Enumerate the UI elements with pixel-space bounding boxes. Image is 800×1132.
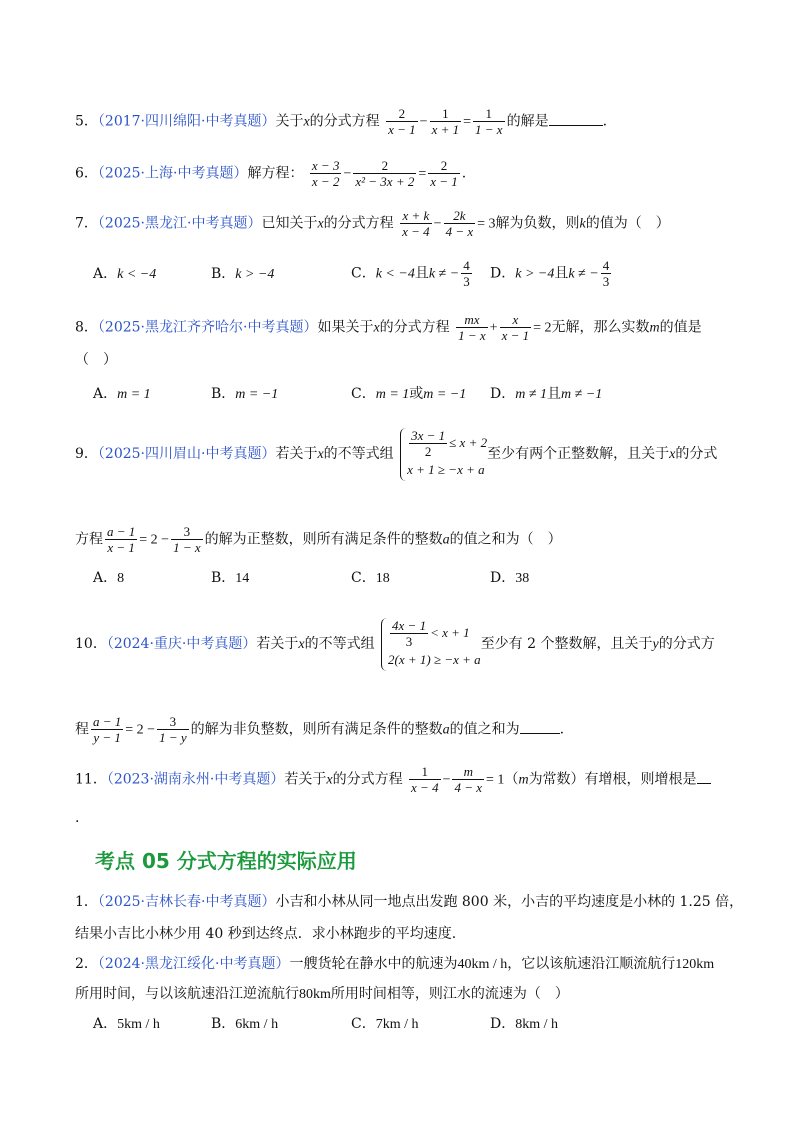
question-text: 的不等式组 xyxy=(304,636,375,652)
math-op: = 3 xyxy=(477,216,496,232)
math-op: = 2 − xyxy=(139,532,170,548)
question-text: 的值之和为 xyxy=(449,721,520,738)
question-8-paren: （ ） xyxy=(75,352,117,368)
question-number: 1． xyxy=(75,894,98,910)
question-text: 关于 xyxy=(275,113,304,130)
question-source: （2024·黑龙江绥化·中考真题） xyxy=(97,956,290,972)
question-source: （2025·黑龙江齐齐哈尔·中考真题） xyxy=(97,319,318,336)
answer-blank xyxy=(520,719,560,734)
question-9 xyxy=(75,420,717,489)
option-b[interactable]: B．m = −1 xyxy=(211,386,279,402)
question-10 xyxy=(75,610,715,679)
question-number: 7． xyxy=(75,215,98,232)
question-text: 若关于 xyxy=(284,771,327,788)
practical-question-1 xyxy=(75,892,743,912)
question-text: 如果关于 xyxy=(317,319,374,336)
question-7 xyxy=(75,208,670,239)
answer-blank xyxy=(697,769,711,784)
math-var: x xyxy=(303,114,310,130)
question-text: 的不等式组 xyxy=(323,446,394,462)
option-a[interactable]: A．8 xyxy=(93,570,125,586)
fraction: $\frac{1}{1 - x}$ xyxy=(475,106,503,137)
question-text: 的分式方 xyxy=(658,636,715,652)
fraction: $\frac{2}{\text{x² − 3x + 2}}$ xyxy=(355,158,415,189)
option-d[interactable]: D．8km / h xyxy=(490,1016,559,1032)
option-c[interactable]: C．7km / h xyxy=(351,1016,419,1032)
question-text: 一艘货轮在静水中的航速为 xyxy=(289,956,458,972)
math-var: m xyxy=(518,772,529,788)
fraction: $\frac{3}{1 - x}$ xyxy=(173,524,201,555)
math-op: + xyxy=(489,320,498,336)
section-heading: 考点 05 分式方程的实际应用 xyxy=(95,849,357,873)
question-text: 的解为正整数，则所有满足条件的整数 xyxy=(204,531,443,548)
question-9-line2 xyxy=(75,524,562,555)
question-text: 方程 xyxy=(75,531,103,548)
math-op: − xyxy=(419,114,428,130)
math-var: x xyxy=(669,447,676,462)
question-text: （ xyxy=(504,771,519,788)
question-text: 若关于 xyxy=(256,636,299,652)
period: . xyxy=(461,165,467,182)
math-op: = 2 xyxy=(533,320,552,336)
fraction: $\frac{3}{1 - y}$ xyxy=(159,714,187,745)
question-text: 的值是 xyxy=(659,319,702,336)
option-d[interactable]: D．k > −4且k ≠ − $\frac{4}{3}$ xyxy=(490,258,610,289)
math-var: x xyxy=(298,637,305,652)
practical-question-2-line2 xyxy=(75,984,569,1005)
question-text: 至少有两个正整数解，且关于 xyxy=(487,446,670,462)
fraction: $\frac{1}{x + 1}$ xyxy=(431,106,460,137)
math-var: x xyxy=(326,772,333,788)
inequality-system: $\frac{4x - 1}{3}$ < x + 1 2(x + 1) ≥ −x + a xyxy=(381,618,481,671)
answer-blank xyxy=(549,111,603,126)
question-11 xyxy=(75,764,711,795)
practical-question-1-line2: 结果小吉比小林少用 40 秒到达终点．求小林跑步的平均速度. xyxy=(75,926,457,942)
practical-question-2 xyxy=(75,954,714,975)
math-op: − xyxy=(343,166,352,182)
question-text: 已知关于 xyxy=(261,215,318,232)
fraction: $\frac{2k}{4 - x}$ xyxy=(445,208,474,239)
question-text: 的分式方程 xyxy=(323,215,394,232)
question-text: 为常数）有增根，则增根是 xyxy=(528,771,697,788)
question-text: 的解为非负整数，则所有满足条件的整数 xyxy=(190,721,443,738)
question-text: 的值之和为（ ） xyxy=(449,531,562,548)
question-text: 解为负数，则 xyxy=(495,215,580,232)
fraction: $\frac{mx}{1 - x}$ xyxy=(458,312,486,343)
math-var: x xyxy=(317,447,324,462)
question-number: 2． xyxy=(75,956,98,972)
question-10-line2 xyxy=(75,714,564,745)
math-op: = xyxy=(418,166,427,182)
option-c[interactable]: C．18 xyxy=(351,570,390,586)
fraction: $\frac{x + k}{x - 4}$ xyxy=(402,208,430,239)
math-var: x xyxy=(317,216,324,232)
option-a[interactable]: A．k < −4 xyxy=(93,266,157,282)
question-text: 至少有 2 个整数解，且关于 xyxy=(480,636,653,652)
math-var: y xyxy=(652,637,659,652)
fraction: $\frac{1}{x - 4}$ xyxy=(411,764,439,795)
fraction: $\frac{m}{4 - x}$ xyxy=(454,764,483,795)
question-number: 5． xyxy=(75,113,98,130)
question-text: 程 xyxy=(75,721,89,738)
fraction: $\frac{a - 1}{x - 1}$ xyxy=(107,524,136,555)
option-d[interactable]: D．38 xyxy=(490,570,530,586)
math-op: = 1 xyxy=(486,772,505,788)
math-value: 80km xyxy=(299,987,331,1002)
question-text: 所用时间，与以该航速沿江逆流航行 xyxy=(75,986,299,1002)
option-a[interactable]: A．m = 1 xyxy=(93,386,151,402)
question-text: 的分式 xyxy=(675,446,718,462)
question-source: （2025·四川眉山·中考真题） xyxy=(97,446,276,462)
option-a[interactable]: A．5km / h xyxy=(93,1016,160,1032)
question-text: 解方程： xyxy=(247,165,304,182)
fraction: $\frac{2}{x - 1}$ xyxy=(388,106,416,137)
question-text: 的分式方程 xyxy=(332,771,403,788)
math-var: m xyxy=(649,320,660,336)
question-text: 的分式方程 xyxy=(309,113,380,130)
math-var: a xyxy=(442,532,450,548)
period: . xyxy=(559,721,565,738)
option-b[interactable]: B．k > −4 xyxy=(211,266,275,282)
question-number: 9． xyxy=(75,446,98,462)
question-text: 若关于 xyxy=(275,446,318,462)
question-source: （2025·黑龙江·中考真题） xyxy=(97,215,262,232)
fraction: $\frac{a - 1}{y - 1}$ xyxy=(93,714,122,745)
option-b[interactable]: B．14 xyxy=(211,570,250,586)
inequality-system: $\frac{3x - 1}{2}$ ≤ x + 2 x + 1 ≥ −x + a xyxy=(400,428,487,481)
math-var: x xyxy=(373,320,380,336)
question-6 xyxy=(75,158,466,189)
question-5 xyxy=(75,106,607,137)
question-number: 11． xyxy=(75,771,107,788)
question-11-period: . xyxy=(75,810,80,826)
question-source: （2024·重庆·中考真题） xyxy=(106,636,257,652)
question-8 xyxy=(75,312,702,343)
math-var: a xyxy=(442,722,450,738)
math-op: − xyxy=(433,216,442,232)
math-var: k xyxy=(579,216,586,232)
question-source: （2023·湖南永州·中考真题） xyxy=(106,771,285,788)
question-text: 所用时间相等，则江水的流速为（ ） xyxy=(330,986,569,1002)
question-source: （2017·四川绵阳·中考真题） xyxy=(97,113,276,130)
math-value: 40km / h xyxy=(457,957,508,972)
option-b[interactable]: B．6km / h xyxy=(211,1016,279,1032)
question-text: 小吉和小林从同一地点出发跑 800 米，小吉的平均速度是小林的 1.25 倍， xyxy=(275,894,744,910)
question-text: ，它以该航速沿江顺流航行 xyxy=(507,956,676,972)
option-c[interactable]: C．m = 1或m = −1 xyxy=(351,386,467,402)
fraction: $\frac{2}{x - 1}$ xyxy=(430,158,458,189)
question-number: 6． xyxy=(75,165,98,182)
fraction: $\frac{x}{x - 1}$ xyxy=(501,312,530,343)
question-text: 的分式方程 xyxy=(379,319,450,336)
question-number: 10． xyxy=(75,636,107,652)
question-text: 的解是 xyxy=(506,113,549,130)
question-number: 8． xyxy=(75,319,98,336)
math-value: 120km xyxy=(675,957,715,972)
question-text: 无解，那么实数 xyxy=(551,319,650,336)
option-c[interactable]: C．k < −4且k ≠ − $\frac{4}{3}$ xyxy=(351,258,470,289)
math-op: = xyxy=(463,114,472,130)
math-op: = 2 − xyxy=(125,722,156,738)
period: . xyxy=(602,113,608,130)
question-source: （2025·上海·中考真题） xyxy=(97,165,248,182)
math-op: − xyxy=(442,772,451,788)
question-source: （2025·吉林长春·中考真题） xyxy=(97,894,276,910)
option-d[interactable]: D．m ≠ 1且m ≠ −1 xyxy=(490,386,603,402)
fraction: $\frac{x - 3}{x - 2}$ xyxy=(311,158,340,189)
question-text: 的值为（ ） xyxy=(585,215,670,232)
